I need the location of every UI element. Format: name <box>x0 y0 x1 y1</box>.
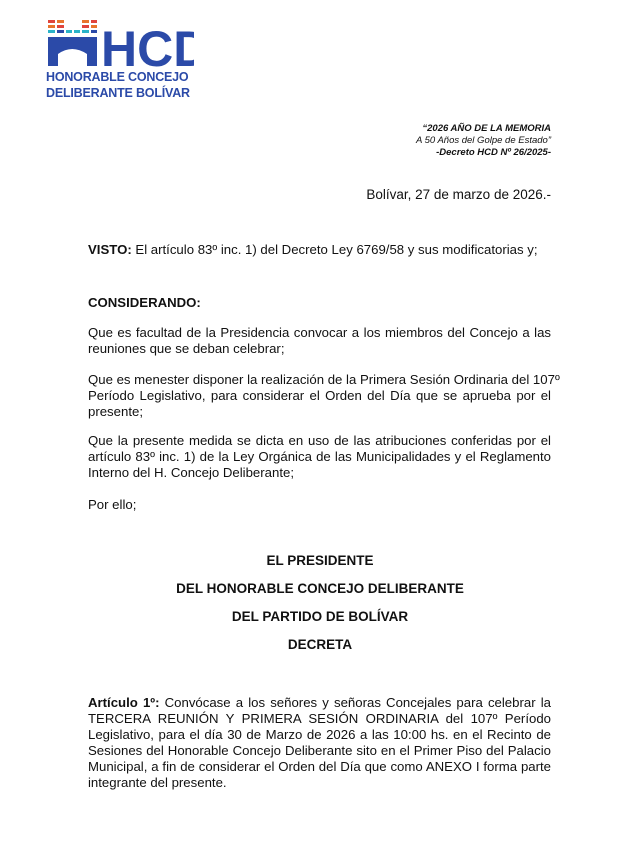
motto-line: “2026 AÑO DE LA MEMORIA <box>422 123 551 134</box>
visto-label: VISTO: <box>88 242 132 257</box>
considerando-paragraph <box>88 372 560 420</box>
logo-mark-text: HCD <box>101 21 194 68</box>
visto-paragraph <box>88 242 551 258</box>
text-line: presente; <box>88 404 143 419</box>
heading-line: DEL PARTIDO DE BOLÍVAR <box>231 609 409 624</box>
hcd-logo-mark <box>44 18 194 68</box>
text-line: artículo 83º inc. 1) de la Ley Orgánica de las Municipalidades y el Reglamento <box>88 449 551 464</box>
logo-line1: HONORABLE CONCEJO <box>46 70 189 84</box>
year-motto <box>416 123 551 159</box>
articulo-1-label: Artículo 1º: <box>88 695 160 710</box>
text-line: Legislativo, para el día 30 de Marzo de 2026 a las 10:00 hs. en el Recinto de <box>88 727 551 742</box>
visto-text: El artículo 83º inc. 1) del Decreto Ley 6769/58 y sus modificatorias y; <box>131 242 538 257</box>
text-line: TERCERA REUNIÓN Y PRIMERA SESIÓN ORDINARIA del 107º Período <box>88 711 551 726</box>
text-line: Que es facultad de la Presidencia convocar a los miembros del Concejo a las <box>88 325 551 340</box>
motto-line: -Decreto HCD Nº 26/2025- <box>436 147 551 158</box>
logo-line2: DELIBERANTE BOLÍVAR <box>46 86 190 100</box>
text-line: Convócase a los señores y señoras Concejales para celebrar la <box>159 695 551 710</box>
articulo-1 <box>88 695 551 791</box>
text-line: integrante del presente. <box>88 775 227 790</box>
text-line: Período Legislativo, para considerar el Orden del Día que se aprueba por el <box>88 388 551 403</box>
considerando-label: CONSIDERANDO: <box>88 295 201 310</box>
text-line: Interno del H. Concejo Deliberante; <box>88 465 294 480</box>
document-date: Bolívar, 27 de marzo de 2026.- <box>366 187 551 202</box>
text-line: Que la presente medida se dicta en uso de las atribuciones conferidas por el <box>88 433 551 448</box>
hcd-logo <box>44 18 194 104</box>
text-line: reuniones que se deban celebrar; <box>88 341 285 356</box>
considerando-paragraph <box>88 433 551 481</box>
text-line: Municipal, a fin de considerar el Orden del Día que como ANEXO I forma parte <box>88 759 551 774</box>
considerando-paragraph <box>88 325 551 357</box>
heading-line: EL PRESIDENTE <box>266 553 374 568</box>
heading-line: DEL HONORABLE CONCEJO DELIBERANTE <box>176 581 464 596</box>
text-line: Que es menester disponer la realización de la Primera Sesión Ordinaria del 107º <box>88 372 560 387</box>
por-ello: Por ello; <box>88 497 137 512</box>
motto-line: A 50 Años del Golpe de Estado” <box>415 135 551 146</box>
text-line: Sesiones del Honorable Concejo Deliberante sito en el Primer Piso del Palacio <box>88 743 551 758</box>
heading-decreta: DECRETA <box>287 637 353 652</box>
